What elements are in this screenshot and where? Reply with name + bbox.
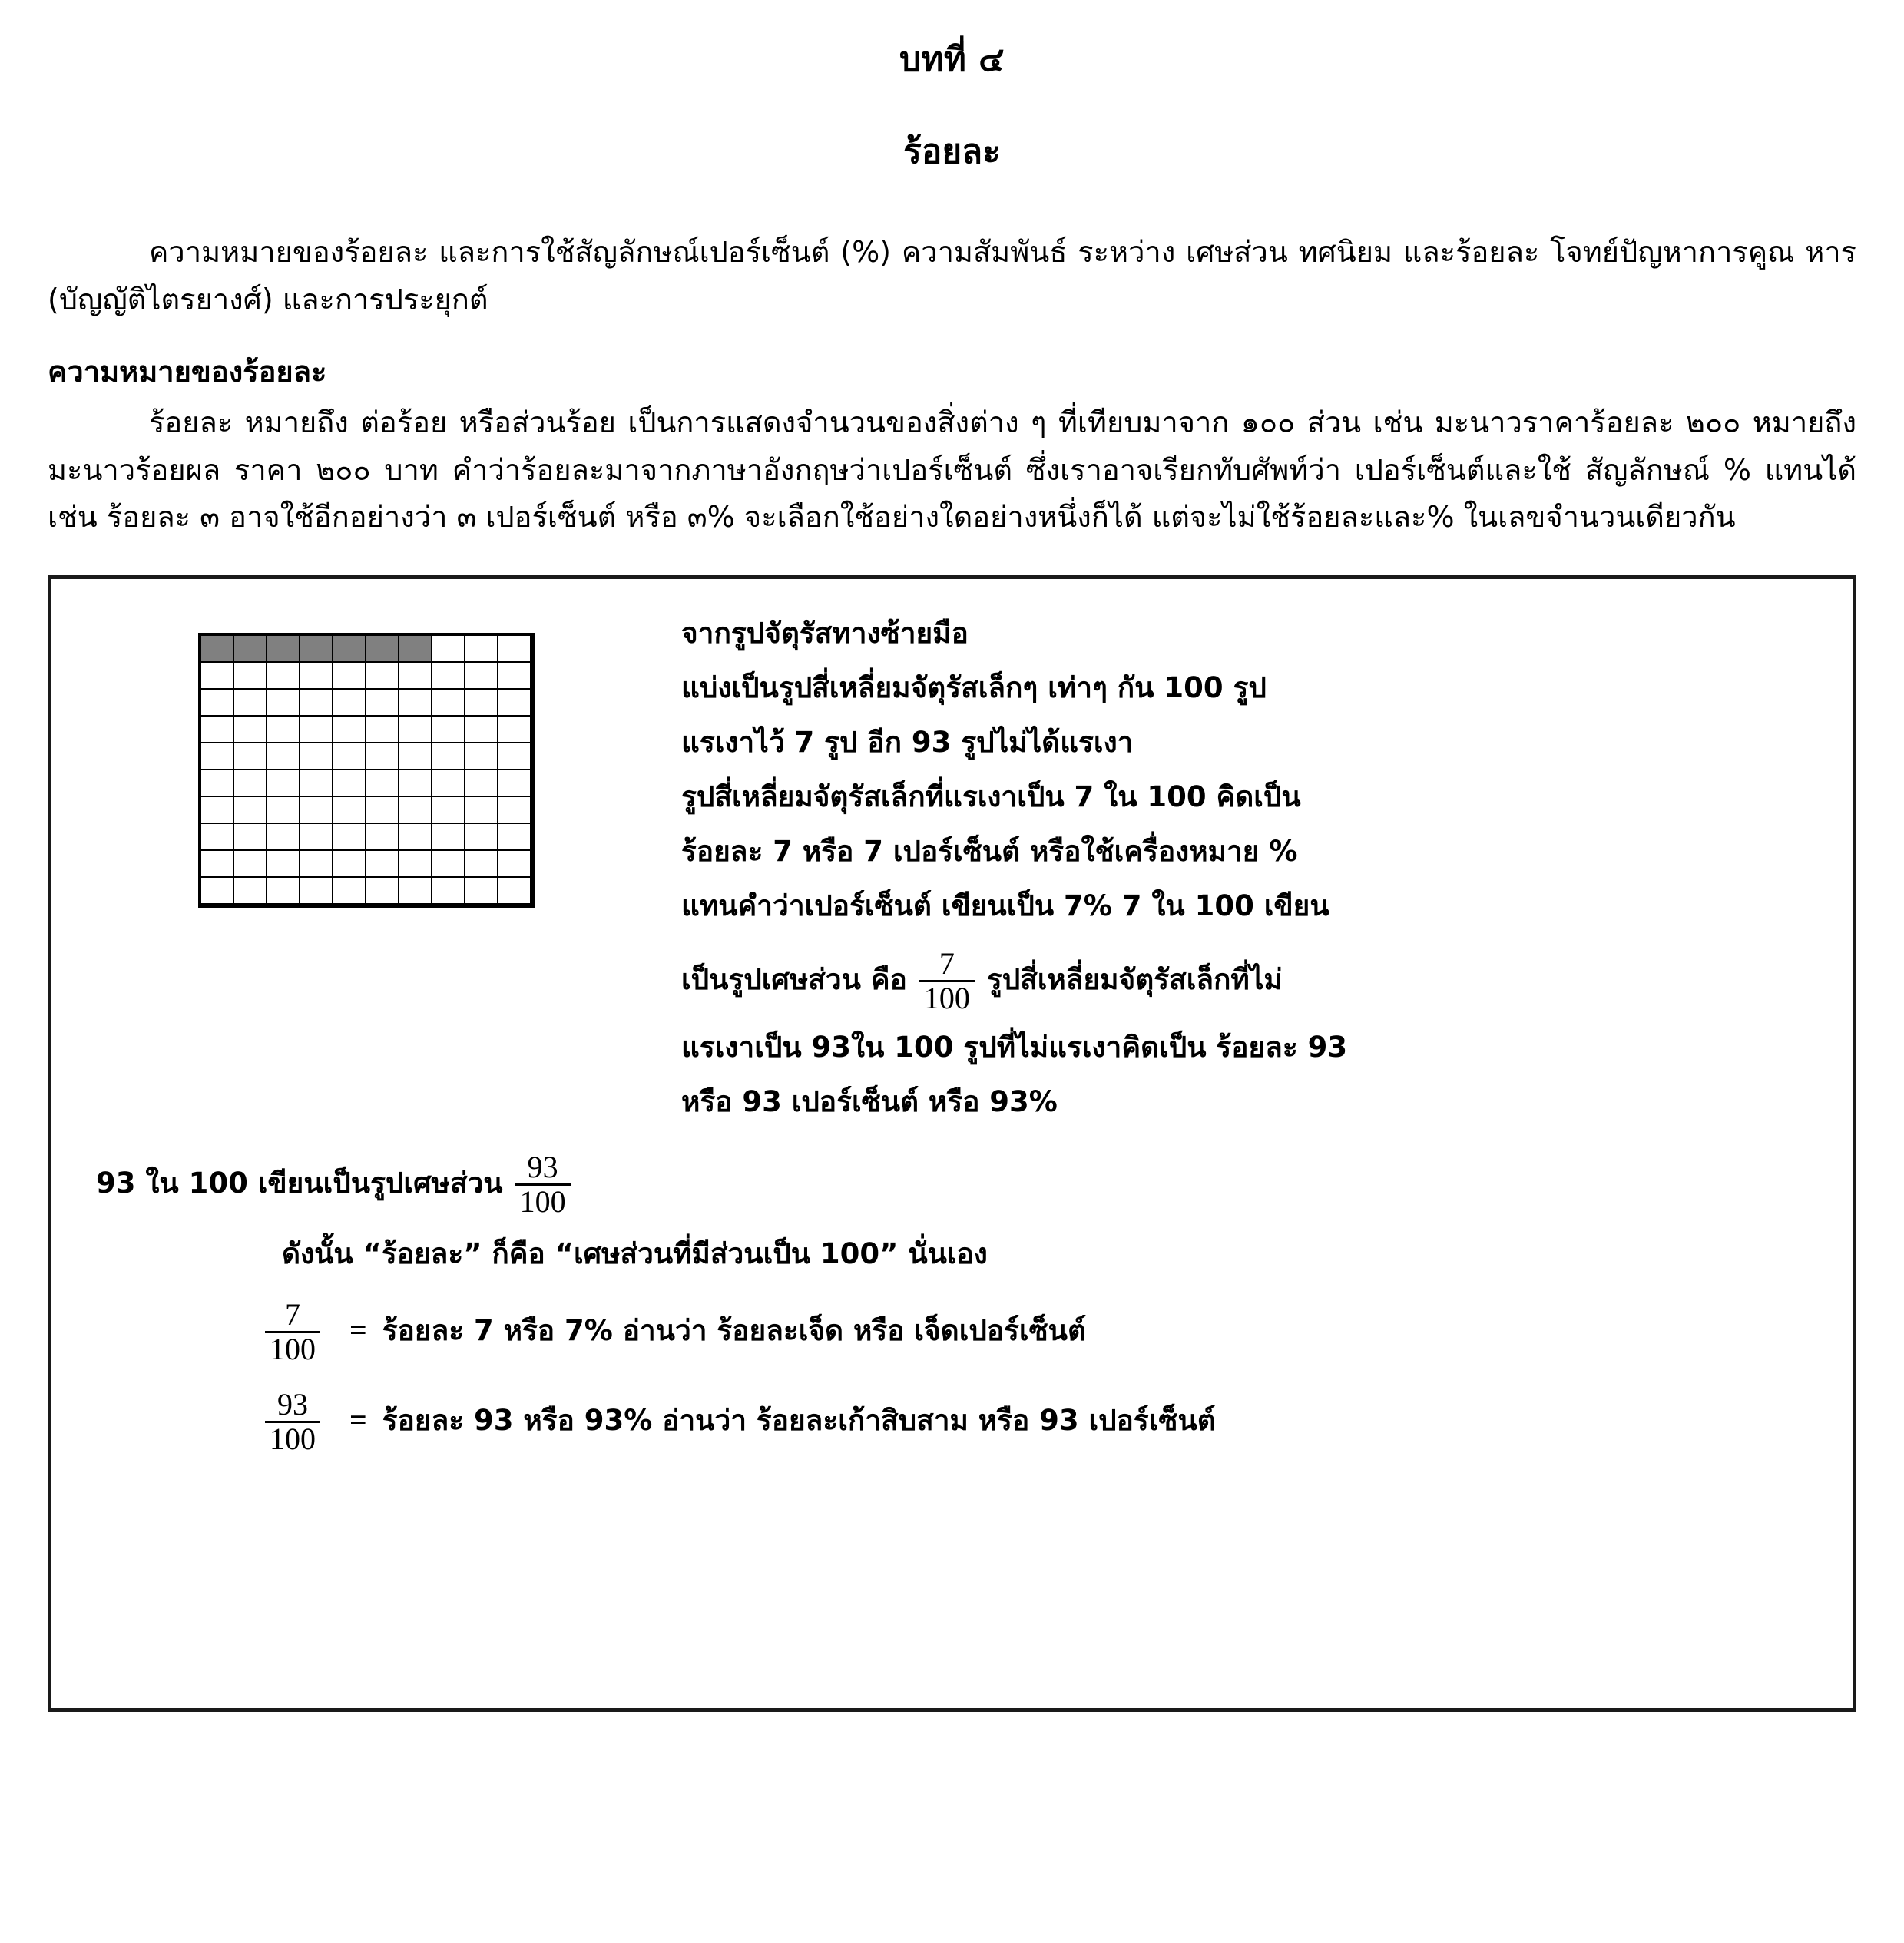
grid-cell: [465, 878, 498, 905]
explanation-line: แทนคำว่าเปอร์เซ็นต์ เขียนเป็น 7% 7 ใน 100 เขียน: [681, 889, 1329, 922]
grid-cell: [234, 717, 267, 743]
explanation-line: ร้อยละ 7 หรือ 7 เปอร์เซ็นต์ หรือใช้เครื่องหมาย %: [681, 834, 1298, 868]
fraction-denominator: 100: [515, 1183, 571, 1218]
grid-cell-shaded: [300, 636, 333, 663]
grid-cell: [267, 717, 300, 743]
grid-cell: [399, 878, 432, 905]
grid-cell: [267, 770, 300, 797]
body-content: [0, 229, 1904, 541]
fraction-numerator: 7: [285, 1296, 300, 1332]
grid-cell: [366, 824, 399, 851]
explanation-line: จากรูปจัตุรัสทางซ้ายมือ: [681, 616, 969, 650]
grid-cell: [498, 851, 531, 878]
equation-fraction-93-100: [265, 1386, 320, 1456]
equals-sign: =: [349, 1312, 367, 1348]
explanation-line: แบ่งเป็นรูปสี่เหลี่ยมจัตุรัสเล็กๆ เท่าๆ กัน 100 รูป: [681, 670, 1267, 704]
fraction-line-before: เป็นรูปเศษส่วน คือ: [681, 962, 907, 996]
grid-cell: [300, 770, 333, 797]
grid-cell: [465, 636, 498, 663]
grid-cell: [267, 851, 300, 878]
grid-cell: [267, 878, 300, 905]
grid-cell: [366, 690, 399, 717]
grid-cell: [498, 797, 531, 824]
fraction-numerator: 7: [939, 945, 955, 981]
fraction-denominator: 100: [919, 980, 975, 1015]
explanation-line: แรเงาเป็น 93ใน 100 รูปที่ไม่แรเงาคิดเป็น ร้อยละ 93: [681, 1030, 1348, 1064]
section-heading: ความหมายของร้อยละ: [48, 355, 327, 389]
grid-cell: [201, 797, 234, 824]
grid-cell: [267, 690, 300, 717]
bottom-line-93-in-100: [96, 1149, 1853, 1219]
grid-cell-shaded: [201, 636, 234, 663]
grid-cell: [234, 824, 267, 851]
grid-cell: [267, 797, 300, 824]
grid-cell: [201, 663, 234, 690]
grid-cell: [432, 797, 465, 824]
grid-cell: [234, 770, 267, 797]
grid-cell: [399, 824, 432, 851]
figure-top-section: [51, 579, 1853, 1142]
fraction-93-100: [515, 1151, 571, 1218]
grid-cell: [432, 743, 465, 770]
grid-cell: [300, 878, 333, 905]
equation-row-7: [253, 1297, 1853, 1364]
grid-cell: [300, 851, 333, 878]
grid-cell: [432, 770, 465, 797]
explanation-line: หรือ 93 เปอร์เซ็นต์ หรือ 93%: [681, 1084, 1058, 1118]
equation-text: ร้อยละ 93 หรือ 93% อ่านว่า ร้อยละเก้าสิบสาม หรือ 93 เปอร์เซ็นต์: [382, 1403, 1216, 1437]
figure-explanation: [681, 616, 1853, 1142]
grid-cell: [234, 851, 267, 878]
section-paragraph: ร้อยละ หมายถึง ต่อร้อย หรือส่วนร้อย เป็นการแสดงจำนวนของสิ่งต่าง ๆ ที่เทียบมาจาก ๑๐๐ ส่วน เช่น มะนาวราคาร้อยละ ๒๐๐ หมายถึง มะนาวร้อยผล ราคา ๒๐๐ บาท คำว่าร้อยละมาจากภาษาอังกฤษว่าเปอร์เซ็นต์ ซึ่งเราอาจเรียกทับศัพท์ว่า เปอร์เซ็นต์และใช้ สัญลักษณ์ % แทนได้ เช่น ร้อยละ ๓ อาจใช้อีกอย่างว่า ๓ เปอร์เซ็นต์ หรือ ๓% จะเลือกใช้อย่างใดอย่างหนึ่งก็ได้ แต่จะไม่ใช้ร้อยละและ% ในเลขจำนวนเดียวกัน: [48, 405, 1857, 535]
grid-cell: [399, 743, 432, 770]
fraction-numerator: 93: [277, 1386, 308, 1422]
grid-cell: [432, 717, 465, 743]
hundred-grid: [198, 633, 535, 908]
grid-cell: [498, 770, 531, 797]
grid-cell-shaded: [333, 636, 366, 663]
grid-cell: [366, 770, 399, 797]
grid-cell: [399, 690, 432, 717]
grid-cell: [465, 824, 498, 851]
grid-cell: [333, 663, 366, 690]
bottom-line-definition: [282, 1236, 1853, 1270]
grid-cell: [498, 717, 531, 743]
figure-frame: [48, 575, 1856, 1712]
grid-cell: [333, 851, 366, 878]
fraction-numerator: 93: [527, 1149, 558, 1184]
fraction-explanation-line: [681, 946, 1822, 1013]
grid-cell: [234, 663, 267, 690]
grid-cell: [300, 663, 333, 690]
grid-cell: [366, 878, 399, 905]
grid-cell-shaded: [366, 636, 399, 663]
grid-cell: [366, 743, 399, 770]
grid-cell: [465, 663, 498, 690]
grid-cell: [366, 797, 399, 824]
hundred-grid-holder: [51, 619, 681, 908]
grid-cell-shaded: [267, 636, 300, 663]
grid-cell: [432, 878, 465, 905]
grid-cell: [399, 797, 432, 824]
grid-cell: [333, 690, 366, 717]
explanation-line: รูปสี่เหลี่ยมจัตุรัสเล็กที่แรเงาเป็น 7 ใน 100 คิดเป็น: [681, 780, 1301, 813]
grid-cell: [300, 824, 333, 851]
grid-cell: [201, 824, 234, 851]
bottom-line-text: 93 ใน 100 เขียนเป็นรูปเศษส่วน: [96, 1166, 503, 1200]
figure-bottom-section: [51, 1142, 1853, 1454]
grid-cell: [234, 797, 267, 824]
grid-cell: [201, 743, 234, 770]
grid-cell: [201, 770, 234, 797]
grid-cell: [465, 851, 498, 878]
grid-cell: [399, 663, 432, 690]
grid-cell: [267, 743, 300, 770]
grid-cell: [234, 690, 267, 717]
grid-cell: [432, 824, 465, 851]
grid-cell-shaded: [399, 636, 432, 663]
equation-fraction-7-100: [265, 1296, 320, 1366]
grid-cell: [333, 824, 366, 851]
page-subtitle: ร้อยละ: [903, 132, 1001, 171]
grid-cell: [333, 717, 366, 743]
grid-cell: [432, 690, 465, 717]
grid-cell: [465, 770, 498, 797]
grid-cell: [465, 743, 498, 770]
equation-row-93: [253, 1387, 1853, 1454]
grid-cell: [465, 797, 498, 824]
grid-cell: [201, 878, 234, 905]
grid-cell: [201, 717, 234, 743]
equals-sign: =: [349, 1402, 367, 1438]
grid-cell: [498, 663, 531, 690]
equation-text: ร้อยละ 7 หรือ 7% อ่านว่า ร้อยละเจ็ด หรือ เจ็ดเปอร์เซ็นต์: [382, 1313, 1086, 1347]
grid-cell: [498, 878, 531, 905]
grid-cell: [498, 824, 531, 851]
fraction-denominator: 100: [265, 1331, 320, 1365]
grid-cell: [366, 851, 399, 878]
grid-cell: [465, 717, 498, 743]
grid-cell: [432, 663, 465, 690]
grid-cell: [333, 878, 366, 905]
grid-cell: [300, 743, 333, 770]
explanation-line: แรเงาไว้ 7 รูป อีก 93 รูปไม่ได้แรเงา: [681, 725, 1134, 759]
grid-cell: [300, 797, 333, 824]
grid-cell: [432, 636, 465, 663]
grid-cell: [399, 717, 432, 743]
grid-cell: [399, 851, 432, 878]
grid-cell: [399, 770, 432, 797]
grid-cell: [498, 636, 531, 663]
grid-cell: [267, 663, 300, 690]
grid-cell-shaded: [234, 636, 267, 663]
grid-cell: [300, 690, 333, 717]
grid-cell: [366, 717, 399, 743]
grid-cell: [333, 770, 366, 797]
grid-cell: [366, 663, 399, 690]
grid-cell: [300, 717, 333, 743]
intro-paragraph: ความหมายของร้อยละ และการใช้สัญลักษณ์เปอร์เซ็นต์ (%) ความสัมพันธ์ ระหว่าง เศษส่วน ทศนิยม และร้อยละ โจทย์ปัญหาการคูณ หาร (บัญญัติไตรยางศ์) และการประยุกต์: [48, 235, 1856, 316]
grid-cell: [201, 690, 234, 717]
grid-cell: [333, 797, 366, 824]
grid-cell: [234, 878, 267, 905]
grid-cell: [498, 690, 531, 717]
grid-cell: [201, 851, 234, 878]
fraction-line-after: รูปสี่เหลี่ยมจัตุรัสเล็กที่ไม่: [986, 962, 1283, 996]
page-title: บทที่ ๔: [899, 40, 1005, 79]
grid-cell: [432, 851, 465, 878]
grid-cell: [267, 824, 300, 851]
grid-cell: [498, 743, 531, 770]
fraction-7-100: [919, 945, 975, 1015]
grid-cell: [333, 743, 366, 770]
fraction-denominator: 100: [265, 1421, 320, 1455]
grid-cell: [465, 690, 498, 717]
definition-text: ดังนั้น “ร้อยละ” ก็คือ “เศษส่วนที่มีส่วนเป็น 100” นั่นเอง: [282, 1236, 988, 1270]
grid-cell: [234, 743, 267, 770]
